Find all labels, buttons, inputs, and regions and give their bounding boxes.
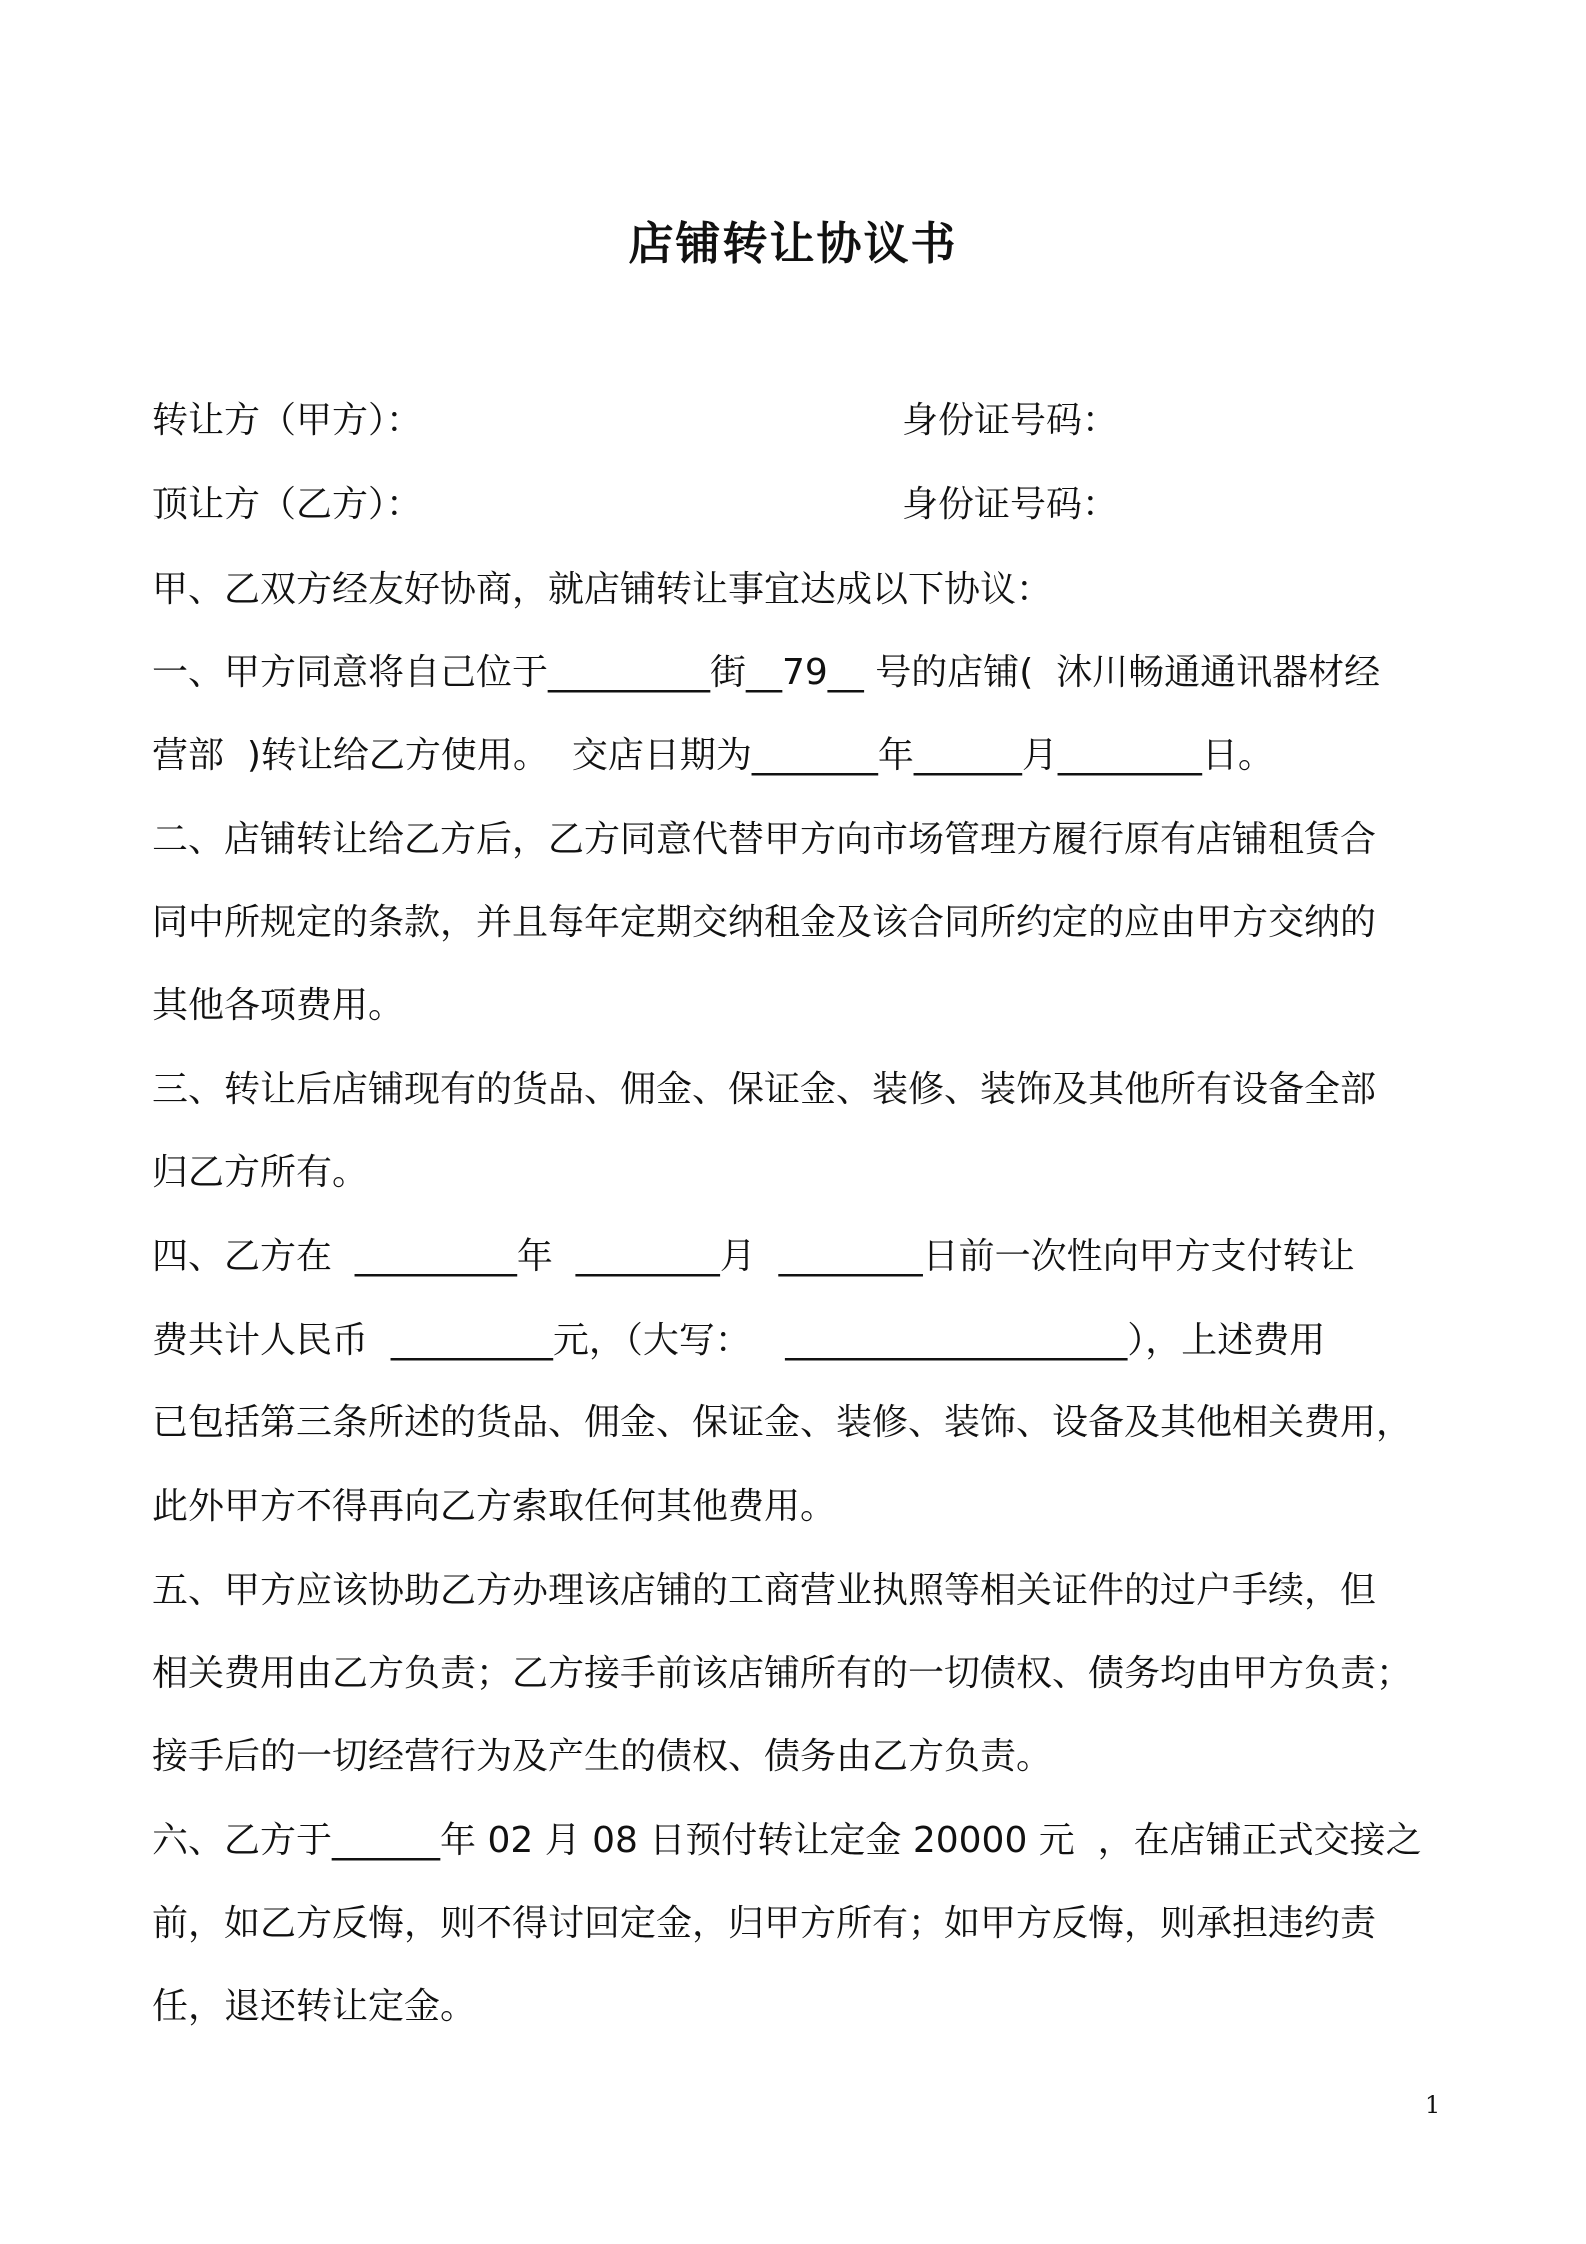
document-title: 店铺转让协议书 bbox=[628, 217, 958, 270]
clause-5-line-2: 相关费用由乙方负责；乙方接手前该店铺所有的一切债权、债务均由甲方负责； bbox=[152, 1653, 1413, 1694]
clause-4-line-4: 此外甲方不得再向乙方索取任何其他费用。 bbox=[152, 1486, 837, 1527]
clause-2-line-2: 同中所规定的条款，并且每年定期交纳租金及该合同所约定的应由甲方交纳的 bbox=[152, 902, 1377, 943]
clause-5-line-3: 接手后的一切经营行为及产生的债权、债务由乙方负责。 bbox=[152, 1736, 1053, 1777]
clause-4-line-1: 四、乙方在 _________年 ________月 ________日前一次性向甲方支付转让 bbox=[152, 1236, 1355, 1277]
clause-3-line-1: 三、转让后店铺现有的货品、佣金、保证金、装修、装饰及其他所有设备全部 bbox=[152, 1069, 1377, 1110]
transferee-id-label: 身份证号码： bbox=[902, 484, 1119, 525]
clause-2-line-1: 二、店铺转让给乙方后，乙方同意代替甲方向市场管理方履行原有店铺租赁合 bbox=[152, 819, 1377, 860]
clause-6-line-1: 六、乙方于______年 02 月 08 日预付转让定金 20000 元 ，在店铺正式交接之 bbox=[152, 1820, 1422, 1861]
clause-2-line-3: 其他各项费用。 bbox=[152, 985, 405, 1026]
clause-4-line-3: 已包括第三条所述的货品、佣金、保证金、装修、装饰、设备及其他相关费用， bbox=[152, 1402, 1413, 1443]
transferor-label: 转让方（甲方）： bbox=[152, 400, 423, 441]
transferee-label: 顶让方（乙方）： bbox=[152, 484, 423, 525]
clause-6-line-3: 任，退还转让定金。 bbox=[152, 1986, 477, 2027]
clause-3-line-2: 归乙方所有。 bbox=[152, 1152, 369, 1193]
clause-6-line-2: 前，如乙方反悔，则不得讨回定金，归甲方所有；如甲方反悔，则承担违约责 bbox=[152, 1903, 1377, 1944]
clause-1-line-2: 营部 )转让给乙方使用。 交店日期为_______年______月________日。 bbox=[152, 735, 1274, 776]
clause-1-line-1: 一、甲方同意将自己位于_________街__79__ 号的店铺( 沐川畅通通讯器材经 bbox=[152, 652, 1381, 693]
clause-5-line-1: 五、甲方应该协助乙方办理该店铺的工商营业执照等相关证件的过户手续，但 bbox=[152, 1570, 1377, 1611]
page-number: 1 bbox=[1425, 2091, 1441, 2119]
intro-paragraph: 甲、乙双方经友好协商，就店铺转让事宜达成以下协议： bbox=[152, 569, 1053, 610]
transferor-id-label: 身份证号码： bbox=[902, 400, 1119, 441]
clause-4-line-2: 费共计人民币 _________元，（大写： ___________________），上述费用 bbox=[152, 1320, 1326, 1361]
